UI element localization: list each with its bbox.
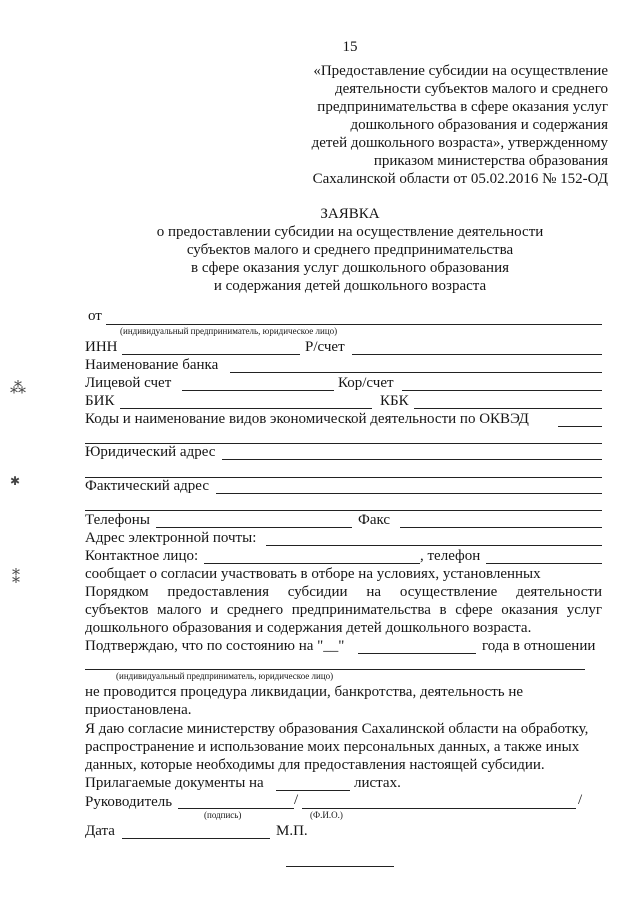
consent-line-1: сообщает о согласии участвовать в отборе на условиях, установленных xyxy=(85,566,541,582)
account-line[interactable] xyxy=(352,354,602,355)
fax-line[interactable] xyxy=(400,527,602,528)
email-label: Адрес электронной почты: xyxy=(85,530,257,546)
bank-label: Наименование банка xyxy=(85,357,219,373)
approval-line-7: Сахалинской области от 05.02.2016 № 152-ОД xyxy=(312,171,608,187)
consent-line-2: Порядком предоставления субсидии на осуществление деятельности xyxy=(85,584,602,600)
page-number: 15 xyxy=(342,39,358,55)
confirm-entity-line[interactable] xyxy=(85,669,585,670)
fio-hint: (Ф.И.О.) xyxy=(310,810,343,820)
contact-label: Контактное лицо: xyxy=(85,548,199,564)
approval-line-2: деятельности субъектов малого и среднего xyxy=(334,81,608,97)
subtitle-line-2: субъектов малого и среднего предпринимательства xyxy=(186,242,514,258)
fio-line[interactable] xyxy=(302,808,576,809)
from-hint: (индивидуальный предприниматель, юридическое лицо) xyxy=(120,326,338,336)
bottom-divider xyxy=(286,866,394,867)
bik-label: БИК xyxy=(85,393,115,409)
confirm-prefix: Подтверждаю, что по состоянию на "__" xyxy=(85,638,345,654)
inn-label: ИНН xyxy=(85,339,118,355)
okved-label: Коды и наименование видов экономической деятельности по ОКВЭД xyxy=(85,411,529,427)
approval-line-5: детей дошкольного возраста», утвержденному xyxy=(311,135,608,151)
legal-address-line[interactable] xyxy=(222,459,602,460)
inn-line[interactable] xyxy=(122,354,300,355)
confirm-hint: (индивидуальный предприниматель, юридическое лицо) xyxy=(116,671,334,681)
confirm-date-line[interactable] xyxy=(358,653,476,654)
corr-account-label: Кор/счет xyxy=(338,375,394,391)
personal-data-line-1: Я даю согласие министерству образования Сахалинской области на обработку, xyxy=(85,721,589,737)
binding-mark-icon: ✱ xyxy=(10,474,21,488)
subtitle-line-3: в сфере оказания услуг дошкольного образования xyxy=(190,260,510,276)
consent-line-4: дошкольного образования и содержания детей дошкольного возраста. xyxy=(85,620,532,636)
personal-data-line-3: данных, которые необходимы для предоставления настоящей субсидии. xyxy=(85,757,545,773)
personal-data-line-2: распространение и использование моих персональных данных, а также иных xyxy=(85,739,580,755)
okved-line[interactable] xyxy=(558,426,602,427)
binding-mark-icon: ⁑ xyxy=(12,570,20,587)
account-label: Р/счет xyxy=(305,339,345,355)
personal-account-line[interactable] xyxy=(182,390,334,391)
attachments-count-line[interactable] xyxy=(276,790,350,791)
head-label: Руководитель xyxy=(85,794,173,810)
subtitle-line-4: и содержания детей дошкольного возраста xyxy=(213,278,487,294)
contact-phone-line[interactable] xyxy=(486,563,602,564)
sign-hint: (подпись) xyxy=(204,810,242,820)
signature-line[interactable] xyxy=(178,808,294,809)
consent-line-3: субъектов малого и среднего предпринимательства в сфере оказания услуг xyxy=(85,602,602,618)
email-line[interactable] xyxy=(266,545,602,546)
stamp-label: М.П. xyxy=(276,823,308,839)
actual-address-line[interactable] xyxy=(216,493,602,494)
confirm-line-2: приостановлена. xyxy=(85,702,192,718)
kbk-line[interactable] xyxy=(414,408,602,409)
binding-mark-icon: ⁂ xyxy=(10,380,26,397)
from-line[interactable] xyxy=(106,324,602,325)
bank-line[interactable] xyxy=(230,372,602,373)
actual-address-label: Фактический адрес xyxy=(85,478,209,494)
from-label: от xyxy=(88,308,102,324)
legal-address-label: Юридический адрес xyxy=(85,444,216,460)
attachments-suffix: листах. xyxy=(354,775,401,791)
confirm-suffix: года в отношении xyxy=(482,638,596,654)
kbk-label: КБК xyxy=(380,393,409,409)
approval-line-6: приказом министерства образования xyxy=(373,153,608,169)
document-title: ЗАЯВКА xyxy=(320,206,380,222)
date-line[interactable] xyxy=(122,838,270,839)
contact-line[interactable] xyxy=(204,563,420,564)
confirm-line-1: не проводится процедура ликвидации, банкротства, деятельность не xyxy=(85,684,524,700)
actual-address-line-2[interactable] xyxy=(85,510,602,511)
signature-separator: / xyxy=(294,792,299,808)
corr-account-line[interactable] xyxy=(402,390,602,391)
contact-phone-label: , телефон xyxy=(420,548,481,564)
fio-separator: / xyxy=(578,792,583,808)
subtitle-line-1: о предоставлении субсидии на осуществление деятельности xyxy=(156,224,544,240)
approval-line-1: «Предоставление субсидии на осуществление xyxy=(313,63,608,79)
approval-line-3: предпринимательства в сфере оказания услуг xyxy=(317,99,608,115)
phones-line[interactable] xyxy=(156,527,352,528)
attachments-prefix: Прилагаемые документы на xyxy=(85,775,264,791)
personal-account-label: Лицевой счет xyxy=(85,375,172,391)
bik-line[interactable] xyxy=(120,408,372,409)
phones-label: Телефоны xyxy=(85,512,150,528)
approval-line-4: дошкольного образования и содержания xyxy=(350,117,608,133)
fax-label: Факс xyxy=(358,512,391,528)
date-label: Дата xyxy=(85,823,115,839)
